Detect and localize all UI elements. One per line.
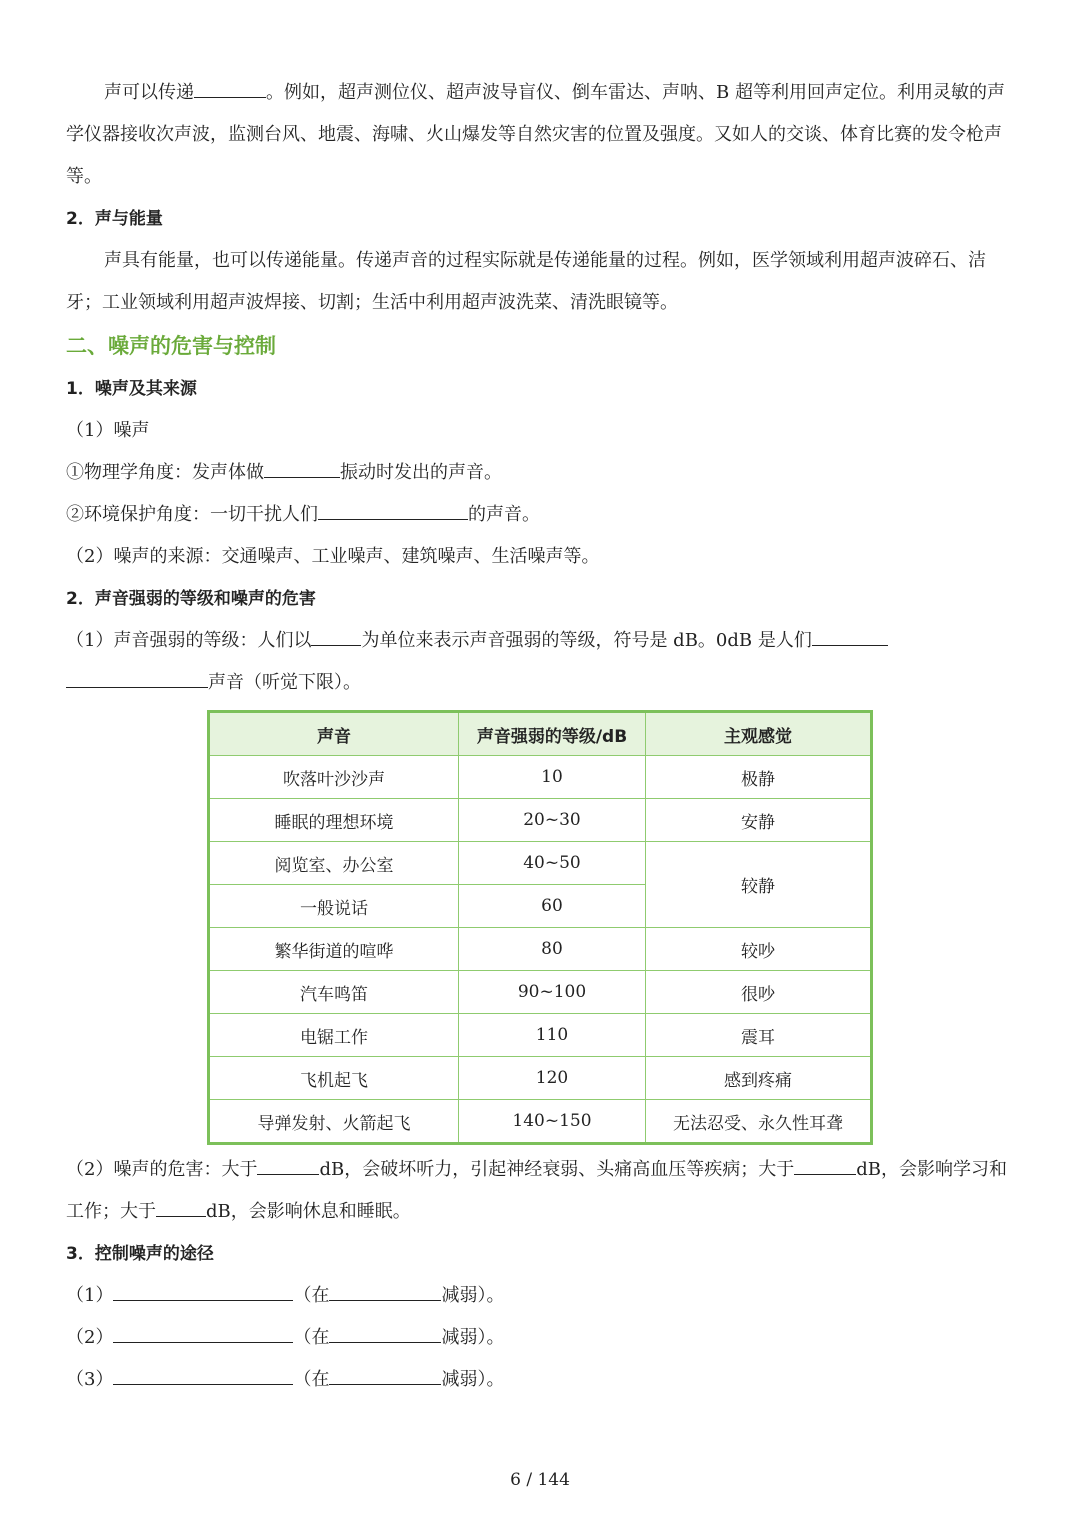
table-cell: 无法忍受、永久性耳聋 bbox=[646, 1100, 872, 1144]
control-item: （2） （在 减弱）。 bbox=[66, 1317, 1016, 1359]
table-row bbox=[209, 971, 872, 1014]
table-cell-merged: 较静 bbox=[646, 842, 872, 928]
table-cell: 震耳 bbox=[646, 1014, 872, 1057]
table-cell: 一般说话 bbox=[209, 885, 459, 928]
page-number: 6 / 144 bbox=[510, 1470, 570, 1490]
fill-blank[interactable] bbox=[113, 1364, 293, 1385]
fill-blank[interactable] bbox=[264, 457, 340, 478]
fill-blank[interactable] bbox=[318, 499, 468, 520]
noise-environment-definition: ②环境保护角度：一切干扰人们 的声音。 bbox=[66, 494, 1016, 536]
table-row bbox=[209, 842, 872, 885]
fill-blank[interactable] bbox=[113, 1280, 293, 1301]
fill-blank[interactable] bbox=[812, 625, 888, 646]
fill-blank[interactable] bbox=[329, 1280, 441, 1301]
table-cell: 80 bbox=[459, 928, 646, 971]
table-cell: 极静 bbox=[646, 756, 872, 799]
document-page bbox=[66, 72, 1016, 1401]
table-cell: 60 bbox=[459, 885, 646, 928]
control-item: （1） （在 减弱）。 bbox=[66, 1275, 1016, 1317]
table-header: 声音强弱的等级/dB bbox=[459, 712, 646, 756]
noise-sources: （2）噪声的来源：交通噪声、工业噪声、建筑噪声、生活噪声等。 bbox=[66, 546, 600, 567]
fill-blank[interactable] bbox=[66, 667, 208, 688]
table-cell: 感到疼痛 bbox=[646, 1057, 872, 1100]
table-cell: 10 bbox=[459, 756, 646, 799]
table-header: 主观感觉 bbox=[646, 712, 872, 756]
fill-blank[interactable] bbox=[311, 625, 361, 646]
table-cell: 导弹发射、火箭起飞 bbox=[209, 1100, 459, 1144]
table-cell: 较吵 bbox=[646, 928, 872, 971]
heading-noise-control: 3．控制噪声的途径 bbox=[66, 1244, 214, 1264]
fill-blank[interactable] bbox=[329, 1322, 441, 1343]
section-heading-noise: 二、噪声的危害与控制 bbox=[66, 334, 276, 358]
table-cell: 40~50 bbox=[459, 842, 646, 885]
table-cell: 阅览室、办公室 bbox=[209, 842, 459, 885]
noise-physics-definition: ①物理学角度：发声体做 振动时发出的声音。 bbox=[66, 452, 1016, 494]
fill-blank[interactable] bbox=[194, 77, 266, 98]
table-row bbox=[209, 1100, 872, 1144]
table-cell: 安静 bbox=[646, 799, 872, 842]
control-item: （3） （在 减弱）。 bbox=[66, 1359, 1016, 1401]
sound-level-table bbox=[207, 710, 873, 1145]
paragraph-sound-info: 声可以传递 。例如，超声测位仪、超声波导盲仪、倒车雷达、声呐、B 超等利用回声定位。利用灵敏的声学仪器接收次声波，监测台风、地震、海啸、火山爆发等自然灾害的位置及强度。又如人的交谈、体育比赛的发令枪声等。 bbox=[66, 72, 1016, 198]
noise-harm-paragraph: （2）噪声的危害：大于 dB，会破坏听力，引起神经衰弱、头痛高血压等疾病；大于 dB，会影响学习和工作；大于 dB，会影响休息和睡眠。 bbox=[66, 1149, 1016, 1233]
table-header-row bbox=[209, 712, 872, 756]
heading-noise-source: 1．噪声及其来源 bbox=[66, 379, 197, 399]
table-row bbox=[209, 1057, 872, 1100]
table-cell: 飞机起飞 bbox=[209, 1057, 459, 1100]
table-row bbox=[209, 928, 872, 971]
table-cell: 汽车鸣笛 bbox=[209, 971, 459, 1014]
fill-blank[interactable] bbox=[329, 1364, 441, 1385]
table-header: 声音 bbox=[209, 712, 459, 756]
table-row bbox=[209, 1014, 872, 1057]
fill-blank[interactable] bbox=[113, 1322, 293, 1343]
table-cell: 120 bbox=[459, 1057, 646, 1100]
table-cell: 繁华街道的喧哗 bbox=[209, 928, 459, 971]
heading-sound-level: 2．声音强弱的等级和噪声的危害 bbox=[66, 589, 316, 609]
noise-label: （1）噪声 bbox=[66, 420, 150, 441]
table-row bbox=[209, 799, 872, 842]
paragraph-sound-energy: 声具有能量，也可以传递能量。传递声音的过程实际就是传递能量的过程。例如，医学领域利用超声波碎石、洁牙；工业领域利用超声波焊接、切割；生活中利用超声波洗菜、清洗眼镜等。 bbox=[66, 250, 986, 313]
table-row bbox=[209, 756, 872, 799]
table-cell: 电锯工作 bbox=[209, 1014, 459, 1057]
table-cell: 睡眠的理想环境 bbox=[209, 799, 459, 842]
fill-blank[interactable] bbox=[257, 1154, 319, 1175]
table-cell: 110 bbox=[459, 1014, 646, 1057]
table-cell: 吹落叶沙沙声 bbox=[209, 756, 459, 799]
fill-blank[interactable] bbox=[794, 1154, 856, 1175]
table-cell: 90~100 bbox=[459, 971, 646, 1014]
heading-sound-energy: 2．声与能量 bbox=[66, 209, 163, 229]
table-cell: 140~150 bbox=[459, 1100, 646, 1144]
table-cell: 很吵 bbox=[646, 971, 872, 1014]
sound-level-paragraph: （1）声音强弱的等级：人们以 为单位来表示声音强弱的等级，符号是 dB。0dB 是人们 声音（听觉下限）。 bbox=[66, 620, 1016, 704]
table-cell: 20~30 bbox=[459, 799, 646, 842]
fill-blank[interactable] bbox=[156, 1196, 206, 1217]
